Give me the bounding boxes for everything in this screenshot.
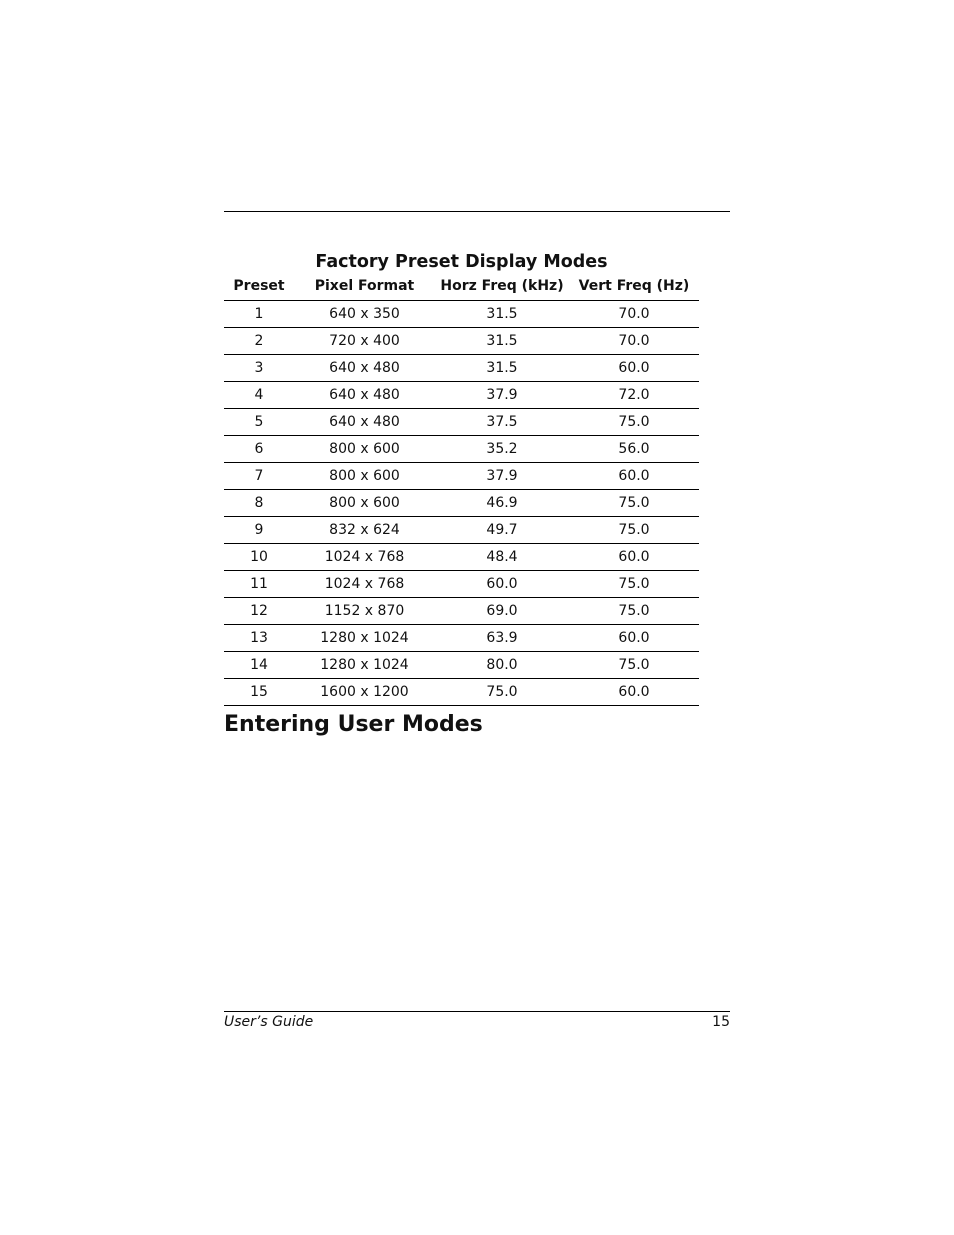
cell-horz-freq: 80.0 — [435, 652, 569, 679]
cell-preset: 7 — [224, 463, 294, 490]
cell-horz-freq: 60.0 — [435, 571, 569, 598]
cell-vert-freq: 56.0 — [569, 436, 699, 463]
cell-horz-freq: 75.0 — [435, 679, 569, 706]
table-row — [224, 544, 699, 571]
cell-horz-freq: 37.9 — [435, 382, 569, 409]
cell-vert-freq: 75.0 — [569, 571, 699, 598]
table-row — [224, 490, 699, 517]
cell-preset: 1 — [224, 301, 294, 328]
section-heading: Entering User Modes — [224, 712, 483, 737]
cell-vert-freq: 75.0 — [569, 490, 699, 517]
cell-pixel-format: 640 x 350 — [294, 301, 435, 328]
table-title: Factory Preset Display Modes — [315, 252, 608, 272]
column-header-vert-freq: Vert Freq (Hz) — [569, 271, 699, 301]
cell-horz-freq: 31.5 — [435, 301, 569, 328]
cell-horz-freq: 37.9 — [435, 463, 569, 490]
cell-preset: 9 — [224, 517, 294, 544]
cell-preset: 4 — [224, 382, 294, 409]
table-row — [224, 625, 699, 652]
cell-horz-freq: 35.2 — [435, 436, 569, 463]
cell-preset: 14 — [224, 652, 294, 679]
cell-horz-freq: 69.0 — [435, 598, 569, 625]
factory-preset-table — [224, 271, 699, 706]
cell-horz-freq: 46.9 — [435, 490, 569, 517]
cell-pixel-format: 800 x 600 — [294, 490, 435, 517]
cell-vert-freq: 75.0 — [569, 652, 699, 679]
cell-preset: 15 — [224, 679, 294, 706]
table-header-row — [224, 271, 699, 301]
cell-horz-freq: 48.4 — [435, 544, 569, 571]
cell-pixel-format: 800 x 600 — [294, 436, 435, 463]
cell-vert-freq: 70.0 — [569, 301, 699, 328]
cell-preset: 10 — [224, 544, 294, 571]
cell-preset: 8 — [224, 490, 294, 517]
cell-preset: 13 — [224, 625, 294, 652]
cell-preset: 11 — [224, 571, 294, 598]
cell-vert-freq: 60.0 — [569, 679, 699, 706]
cell-horz-freq: 31.5 — [435, 328, 569, 355]
table-row — [224, 598, 699, 625]
table-row — [224, 463, 699, 490]
table-row — [224, 679, 699, 706]
table-row — [224, 652, 699, 679]
cell-pixel-format: 720 x 400 — [294, 328, 435, 355]
cell-vert-freq: 75.0 — [569, 598, 699, 625]
cell-pixel-format: 1600 x 1200 — [294, 679, 435, 706]
cell-horz-freq: 31.5 — [435, 355, 569, 382]
cell-pixel-format: 1024 x 768 — [294, 544, 435, 571]
cell-vert-freq: 60.0 — [569, 625, 699, 652]
cell-pixel-format: 640 x 480 — [294, 355, 435, 382]
table-row — [224, 355, 699, 382]
cell-pixel-format: 1024 x 768 — [294, 571, 435, 598]
footer-guide-title: User’s Guide — [224, 1014, 314, 1030]
cell-pixel-format: 1280 x 1024 — [294, 625, 435, 652]
cell-vert-freq: 60.0 — [569, 355, 699, 382]
column-header-preset: Preset — [224, 271, 294, 301]
footer-rule — [224, 1011, 730, 1012]
cell-preset: 6 — [224, 436, 294, 463]
cell-vert-freq: 75.0 — [569, 517, 699, 544]
table-row — [224, 328, 699, 355]
column-header-pixel-format: Pixel Format — [294, 271, 435, 301]
table-row — [224, 436, 699, 463]
cell-horz-freq: 63.9 — [435, 625, 569, 652]
page-number: 15 — [712, 1014, 730, 1030]
table-row — [224, 517, 699, 544]
cell-pixel-format: 832 x 624 — [294, 517, 435, 544]
cell-pixel-format: 640 x 480 — [294, 409, 435, 436]
table-row — [224, 301, 699, 328]
cell-preset: 2 — [224, 328, 294, 355]
cell-pixel-format: 640 x 480 — [294, 382, 435, 409]
cell-horz-freq: 37.5 — [435, 409, 569, 436]
cell-pixel-format: 800 x 600 — [294, 463, 435, 490]
table-row — [224, 382, 699, 409]
cell-vert-freq: 70.0 — [569, 328, 699, 355]
cell-vert-freq: 75.0 — [569, 409, 699, 436]
table-header — [224, 271, 699, 301]
cell-pixel-format: 1280 x 1024 — [294, 652, 435, 679]
cell-vert-freq: 60.0 — [569, 463, 699, 490]
table-row — [224, 409, 699, 436]
top-rule — [224, 211, 730, 212]
cell-pixel-format: 1152 x 870 — [294, 598, 435, 625]
cell-horz-freq: 49.7 — [435, 517, 569, 544]
cell-preset: 12 — [224, 598, 294, 625]
cell-vert-freq: 72.0 — [569, 382, 699, 409]
cell-preset: 3 — [224, 355, 294, 382]
table-row — [224, 571, 699, 598]
cell-preset: 5 — [224, 409, 294, 436]
table-body — [224, 301, 699, 706]
column-header-horz-freq: Horz Freq (kHz) — [435, 271, 569, 301]
cell-vert-freq: 60.0 — [569, 544, 699, 571]
